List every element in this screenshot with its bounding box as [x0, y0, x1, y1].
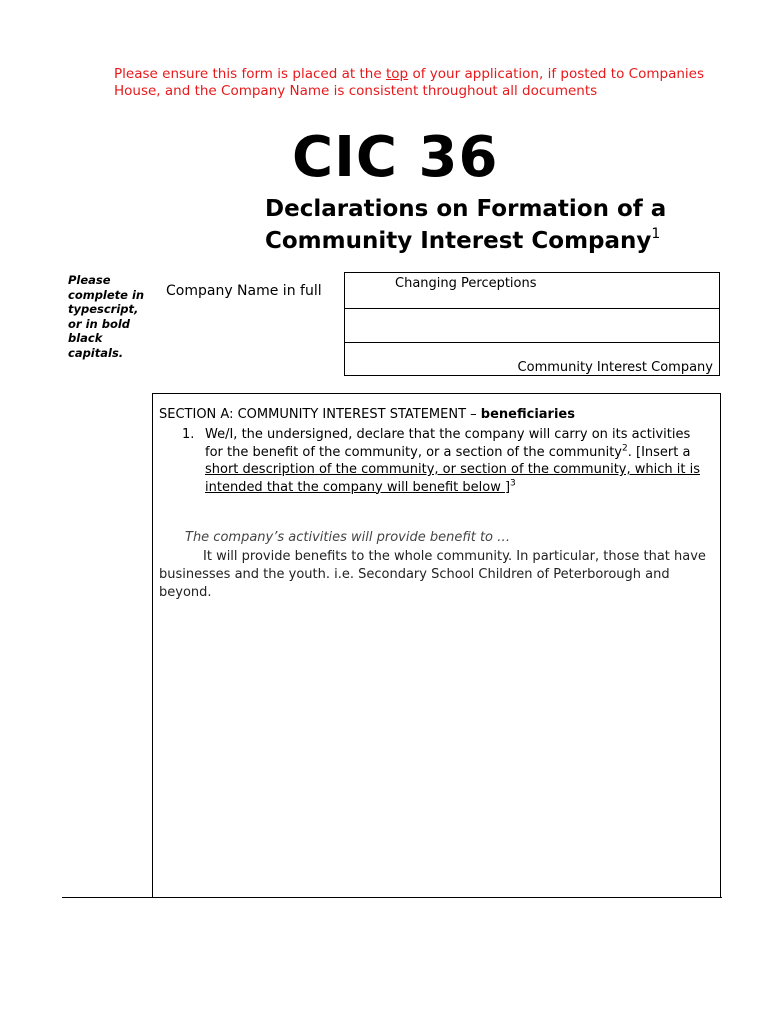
section-a-heading-beneficiaries: beneficiaries: [480, 407, 575, 422]
notice-text-top: top: [386, 66, 409, 82]
declaration-text-part-1: We/I, the undersigned, declare that the company will carry on its activities for the benefit of the community, or a section of the community: [205, 427, 691, 460]
benefit-answer-text[interactable]: It will provide benefits to the whole community. In particular, those that have businesses and the youth. i.e. Secondary School Children of Peterborough and beyond.: [159, 549, 706, 600]
form-title-line-1: Declarations on Formation of a: [265, 196, 667, 222]
form-title-line-2: [265, 225, 725, 257]
notice-text-after: of your application, if posted to Companies House, and the Company Name is consistent throughout all documents: [114, 66, 705, 99]
company-name-divider-1: [345, 308, 719, 309]
title-footnote-marker: 1: [651, 226, 661, 242]
declaration-item-text: [205, 426, 704, 496]
company-name-value: Changing Perceptions: [395, 276, 537, 291]
declaration-item-1: [182, 426, 704, 496]
placement-notice: [114, 66, 704, 100]
footnote-marker-2: 2: [622, 443, 628, 454]
footnote-marker-3: 3: [510, 478, 516, 489]
section-a-heading: [159, 407, 575, 422]
declaration-instruction: short description of the community, or section of the community, which it is intended that the company will benefit below ]: [205, 462, 700, 495]
form-title: [265, 193, 725, 257]
company-name-label: Company Name in full: [166, 283, 322, 299]
company-name-divider-2: [345, 342, 719, 343]
declaration-item-number: 1.: [182, 427, 195, 442]
benefit-prompt: The company’s activities will provide benefit to …: [185, 530, 511, 545]
bottom-rule: [62, 897, 722, 898]
section-a-heading-main: SECTION A: COMMUNITY INTEREST STATEMENT: [159, 407, 467, 422]
declaration-text-part-2: . [Insert a: [627, 444, 691, 460]
form-title-line-2-text: Community Interest Company: [265, 228, 652, 254]
section-a-box: [152, 393, 721, 898]
section-a-heading-dash: –: [466, 407, 481, 422]
form-number: CIC 36: [292, 125, 499, 190]
notice-text-before: Please ensure this form is placed at the: [114, 66, 386, 82]
company-name-field[interactable]: [344, 272, 720, 376]
completion-instruction: Please complete in typescript, or in bold black capitals.: [68, 273, 145, 360]
company-name-suffix: Community Interest Company: [517, 360, 713, 375]
